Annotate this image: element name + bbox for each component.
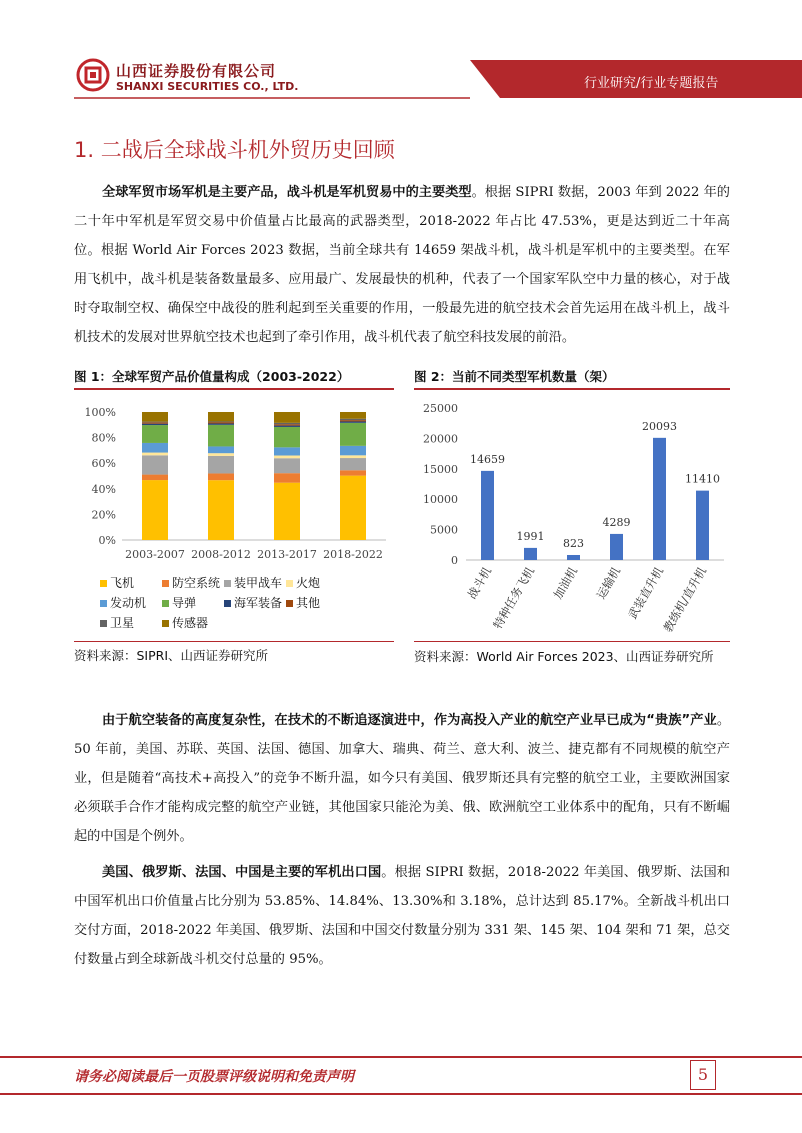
aircraft-count-bar-chart (414, 396, 730, 642)
bar-segment (142, 425, 168, 443)
company-name-en: SHANXI SECURITIES CO., LTD. (116, 80, 299, 93)
x-tick-label: 战斗机 (464, 564, 495, 602)
bar-segment (340, 419, 366, 420)
figure-2-source: 资料来源：World Air Forces 2023、山西证券研究所 (414, 649, 714, 664)
bar-segment (208, 453, 234, 456)
x-tick-label: 2008-2012 (191, 548, 251, 561)
legend-item (224, 594, 282, 611)
data-label: 1991 (516, 529, 545, 543)
paragraph-3 (74, 858, 730, 974)
legend-label: 飞机 (110, 576, 135, 590)
data-label: 823 (563, 536, 584, 550)
legend-item (162, 574, 220, 591)
report-category: 行业研究/行业专题报告 (584, 76, 719, 91)
x-tick-label: 特种任务飞机 (490, 564, 538, 632)
y-tick-label: 5000 (430, 523, 458, 537)
bar-segment (274, 424, 300, 425)
x-tick-label: 教练机/直升机 (660, 564, 710, 635)
bar-segment (208, 412, 234, 421)
y-tick-label: 0 (451, 554, 458, 567)
legend-item (100, 614, 134, 631)
y-tick-label: 20% (91, 508, 116, 522)
legend-swatch (286, 600, 293, 607)
paragraph-2-body: 。50 年前，美国、苏联、英国、法国、德国、加拿大、瑞典、荷兰、意大利、波兰、捷克都有不同规模的航空产业，但是随着“高技术+高投入”的竞争不断升温，如今只有美国、俄罗斯还具有完整的航空工业，主要欧洲国家必须联手合作才能构成完整的航空产业链，其他国家只能沦为美、俄、欧洲航空工业体系中的配角，只有不断崛起的中国是个例外。 (74, 713, 730, 844)
legend-label: 导弹 (172, 596, 197, 610)
bar (524, 548, 537, 560)
x-tick-label: 2013-2017 (257, 548, 317, 561)
legend-label: 传感器 (172, 616, 209, 630)
y-tick-label: 25000 (423, 402, 458, 415)
legend-item (162, 614, 208, 631)
bar-segment (274, 426, 300, 427)
legend-swatch (224, 580, 231, 587)
page-number: 5 (690, 1060, 716, 1090)
paragraph-3-body: 。根据 SIPRI 数据，2018-2022 年美国、俄罗斯、法国和中国军机出口价值量占比分别为 53.85%、14.84%、13.30%和 3.18%，总计达到 85.17%。全新战斗机出口交付方面，2018-2022 年美国、俄罗斯、法国和中国交付数量分别为 331 架、145 架、104 架和 71 架，总交付数量占到全球新战斗机交付总量的 95%。 (74, 865, 730, 967)
x-tick-label: 加油机 (550, 564, 581, 602)
bar-segment (340, 446, 366, 455)
bar-segment (208, 480, 234, 540)
bar-segment (274, 458, 300, 473)
bar-segment (340, 421, 366, 422)
bar (653, 438, 666, 560)
legend-swatch (100, 600, 107, 607)
legend-label: 火炮 (296, 576, 321, 590)
x-tick-label: 武装直升机 (625, 564, 667, 622)
bar (696, 491, 709, 560)
y-tick-label: 20000 (423, 432, 458, 446)
legend-item (100, 594, 146, 611)
bar-segment (142, 455, 168, 474)
bar-segment (142, 475, 168, 481)
y-tick-label: 100% (84, 406, 116, 419)
x-tick-label: 2003-2007 (125, 548, 185, 561)
paragraph-1-lead: 全球军贸市场军机是主要产品，战斗机是军机贸易中的主要类型 (102, 185, 472, 200)
legend-item (286, 574, 320, 591)
bar-segment (274, 412, 300, 423)
legend-swatch (286, 580, 293, 587)
section-title: 1. 二战后全球战斗机外贸历史回顾 (74, 138, 395, 162)
bar-segment (274, 427, 300, 447)
bar-segment (340, 423, 366, 446)
bar-segment (142, 480, 168, 540)
figure-1-source: 资料来源：SIPRI、山西证券研究所 (74, 648, 269, 663)
bar-segment (208, 422, 234, 423)
bar-segment (208, 456, 234, 474)
figure-2-title: 图 2：当前不同类型军机数量（架） (414, 369, 615, 384)
y-tick-label: 0% (98, 534, 116, 547)
data-label: 4289 (602, 515, 631, 529)
bar-segment (208, 423, 234, 424)
y-tick-label: 80% (91, 431, 116, 445)
legend-label: 卫星 (110, 616, 135, 630)
paragraph-1 (74, 178, 730, 352)
paragraph-3-lead: 美国、俄罗斯、法国、中国是主要的军机出口国 (102, 865, 382, 880)
company-name-cn: 山西证券股份有限公司 (116, 62, 277, 80)
bar-segment (274, 423, 300, 424)
data-label: 14659 (470, 452, 505, 466)
figure-1-title: 图 1：全球军贸产品价值量构成（2003-2022） (74, 369, 350, 384)
y-tick-label: 10000 (423, 493, 458, 507)
company-logo-icon (76, 58, 110, 92)
disclaimer-link[interactable]: 请务必阅读最后一页股票评级说明和免责声明 (74, 1069, 354, 1085)
legend-swatch (162, 600, 169, 607)
bar-segment (340, 458, 366, 470)
legend-swatch (162, 620, 169, 627)
legend-swatch (224, 600, 231, 607)
y-tick-label: 15000 (423, 462, 458, 476)
legend-swatch (100, 620, 107, 627)
paragraph-2 (74, 706, 730, 851)
bar (610, 534, 623, 560)
paragraph-2-lead: 由于航空装备的高度复杂性，在技术的不断追逐演进中，作为高投入产业的航空产业早已成为“贵族”产业 (102, 713, 717, 728)
bar-segment (142, 422, 168, 423)
bar-segment (142, 453, 168, 456)
legend-item (286, 594, 320, 611)
legend-label: 发动机 (110, 596, 147, 610)
y-tick-label: 40% (91, 482, 116, 496)
legend-item (162, 594, 196, 611)
data-label: 20093 (642, 419, 677, 433)
chart-1-legend (100, 574, 390, 634)
bar-segment (340, 455, 366, 458)
bar-segment (340, 470, 366, 475)
legend-label: 其他 (296, 596, 321, 610)
legend-label: 海军装备 (234, 596, 283, 610)
legend-item (100, 574, 134, 591)
bar-segment (208, 421, 234, 422)
bar-segment (208, 425, 234, 447)
x-tick-label: 2018-2022 (323, 548, 383, 561)
paragraph-1-body: 。根据 SIPRI 数据，2003 年到 2022 年的二十年中军机是军贸交易中价值量占比最高的武器类型，2018-2022 年占比 47.53%，更是达到近二十年高位。根据 World Air Forces 2023 数据，当前全球共有 14659 架战斗机，战斗机是军机中的主要类型。在军用飞机中，战斗机是装备数量最多、应用最广、发展最快的机种，代表了一个国家军队空中力量的核心，对于战时夺取制空权、确保空中战役的胜利起到至关重要的作用，一般最先进的航空技术会首先运用在战斗机上，战斗机技术的发展对世界航空技术也起到了牵引作用，战斗机代表了航空科技发展的前沿。 (74, 185, 730, 345)
bar-segment (142, 424, 168, 425)
x-tick-label: 运输机 (593, 564, 624, 602)
bar-segment (208, 446, 234, 453)
y-tick-label: 60% (91, 457, 116, 471)
legend-label: 装甲战车 (234, 576, 283, 590)
bar-segment (142, 412, 168, 422)
bar (481, 471, 494, 560)
source-1-rule (74, 641, 394, 642)
bar-segment (142, 422, 168, 423)
bar-segment (340, 476, 366, 540)
bar-segment (208, 473, 234, 480)
legend-swatch (162, 580, 169, 587)
figure-1-rule (74, 388, 394, 390)
legend-label: 防空系统 (172, 576, 221, 590)
bar-segment (340, 420, 366, 421)
data-label: 11410 (685, 472, 720, 486)
bar (567, 555, 580, 560)
source-2-rule (414, 641, 730, 642)
legend-swatch (100, 580, 107, 587)
bar-segment (274, 456, 300, 459)
bar-segment (274, 447, 300, 455)
figure-2-rule (414, 388, 730, 390)
legend-item (224, 574, 282, 591)
bar-segment (274, 473, 300, 483)
bar-segment (340, 412, 366, 419)
bar-segment (142, 443, 168, 453)
bar-segment (274, 483, 300, 540)
